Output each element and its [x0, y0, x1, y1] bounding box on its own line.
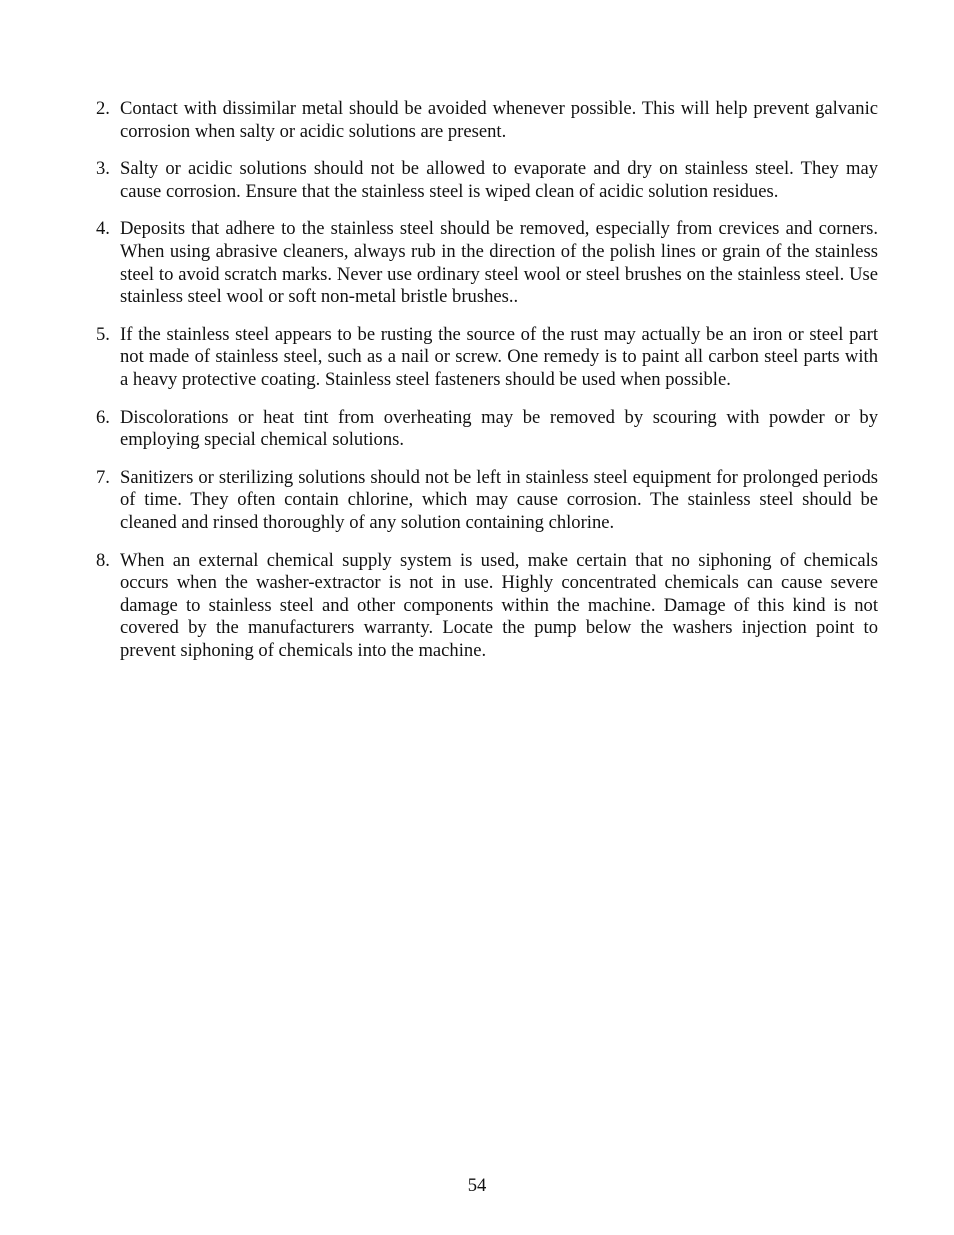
- item-number: 7.: [96, 466, 110, 488]
- list-item: [96, 98, 878, 143]
- item-number: 3.: [96, 158, 110, 180]
- item-number: 2.: [96, 98, 110, 119]
- list-item: [96, 407, 878, 452]
- item-text: When an external chemical supply system is used, make certain that no siphoning of chemicals occurs when the washer-extractor is not in use. Highly concentrated chemicals can cause severe damage to stainless steel and other components within the machine. Damage of this kind is not covered by the manufacturers warranty. Locate the pump below the washers injection point to prevent siphoning of chemicals into the machine.: [120, 549, 878, 661]
- item-number: 6.: [96, 406, 110, 428]
- list-item: [96, 158, 878, 203]
- list-item: [96, 467, 878, 535]
- item-text: Sanitizers or sterilizing solutions should not be left in stainless steel equipment for prolonged periods of time. They often contain chlorine, which may cause corrosion. The stainless steel should be cleaned and rinsed thoroughly of any solution containing chlorine.: [120, 466, 878, 533]
- list-item: [96, 550, 878, 663]
- item-number: 8.: [96, 549, 110, 571]
- item-text: Discolorations or heat tint from overheating may be removed by scouring with powder or by employing special chemical solutions.: [120, 406, 878, 451]
- numbered-list: [96, 98, 878, 677]
- list-item: [96, 218, 878, 308]
- page-number: 54: [467, 1175, 487, 1196]
- item-text: If the stainless steel appears to be rusting the source of the rust may actually be an iron or steel part not made of stainless steel, such as a nail or screw. One remedy is to paint all carbon steel parts with a heavy protective coating. Stainless steel fasteners should be used when possible.: [120, 323, 878, 390]
- item-text: Deposits that adhere to the stainless steel should be removed, especially from crevices and corners. When using abrasive cleaners, always rub in the direction of the polish lines or grain of the stainless steel to avoid scratch marks. Never use ordinary steel wool or steel brushes on the stainless steel. Use stainless steel wool or soft non-metal bristle brushes..: [120, 218, 878, 308]
- list-item: [96, 324, 878, 392]
- item-number: 5.: [96, 323, 110, 345]
- item-text: Salty or acidic solutions should not be allowed to evaporate and dry on stainless steel. They may cause corrosion. Ensure that the stainless steel is wiped clean of acidic solution residues.: [120, 158, 878, 202]
- item-text: Contact with dissimilar metal should be avoided whenever possible. This will help prevent galvanic corrosion when salty or acidic solutions are present.: [120, 98, 878, 142]
- item-number: 4.: [96, 218, 110, 240]
